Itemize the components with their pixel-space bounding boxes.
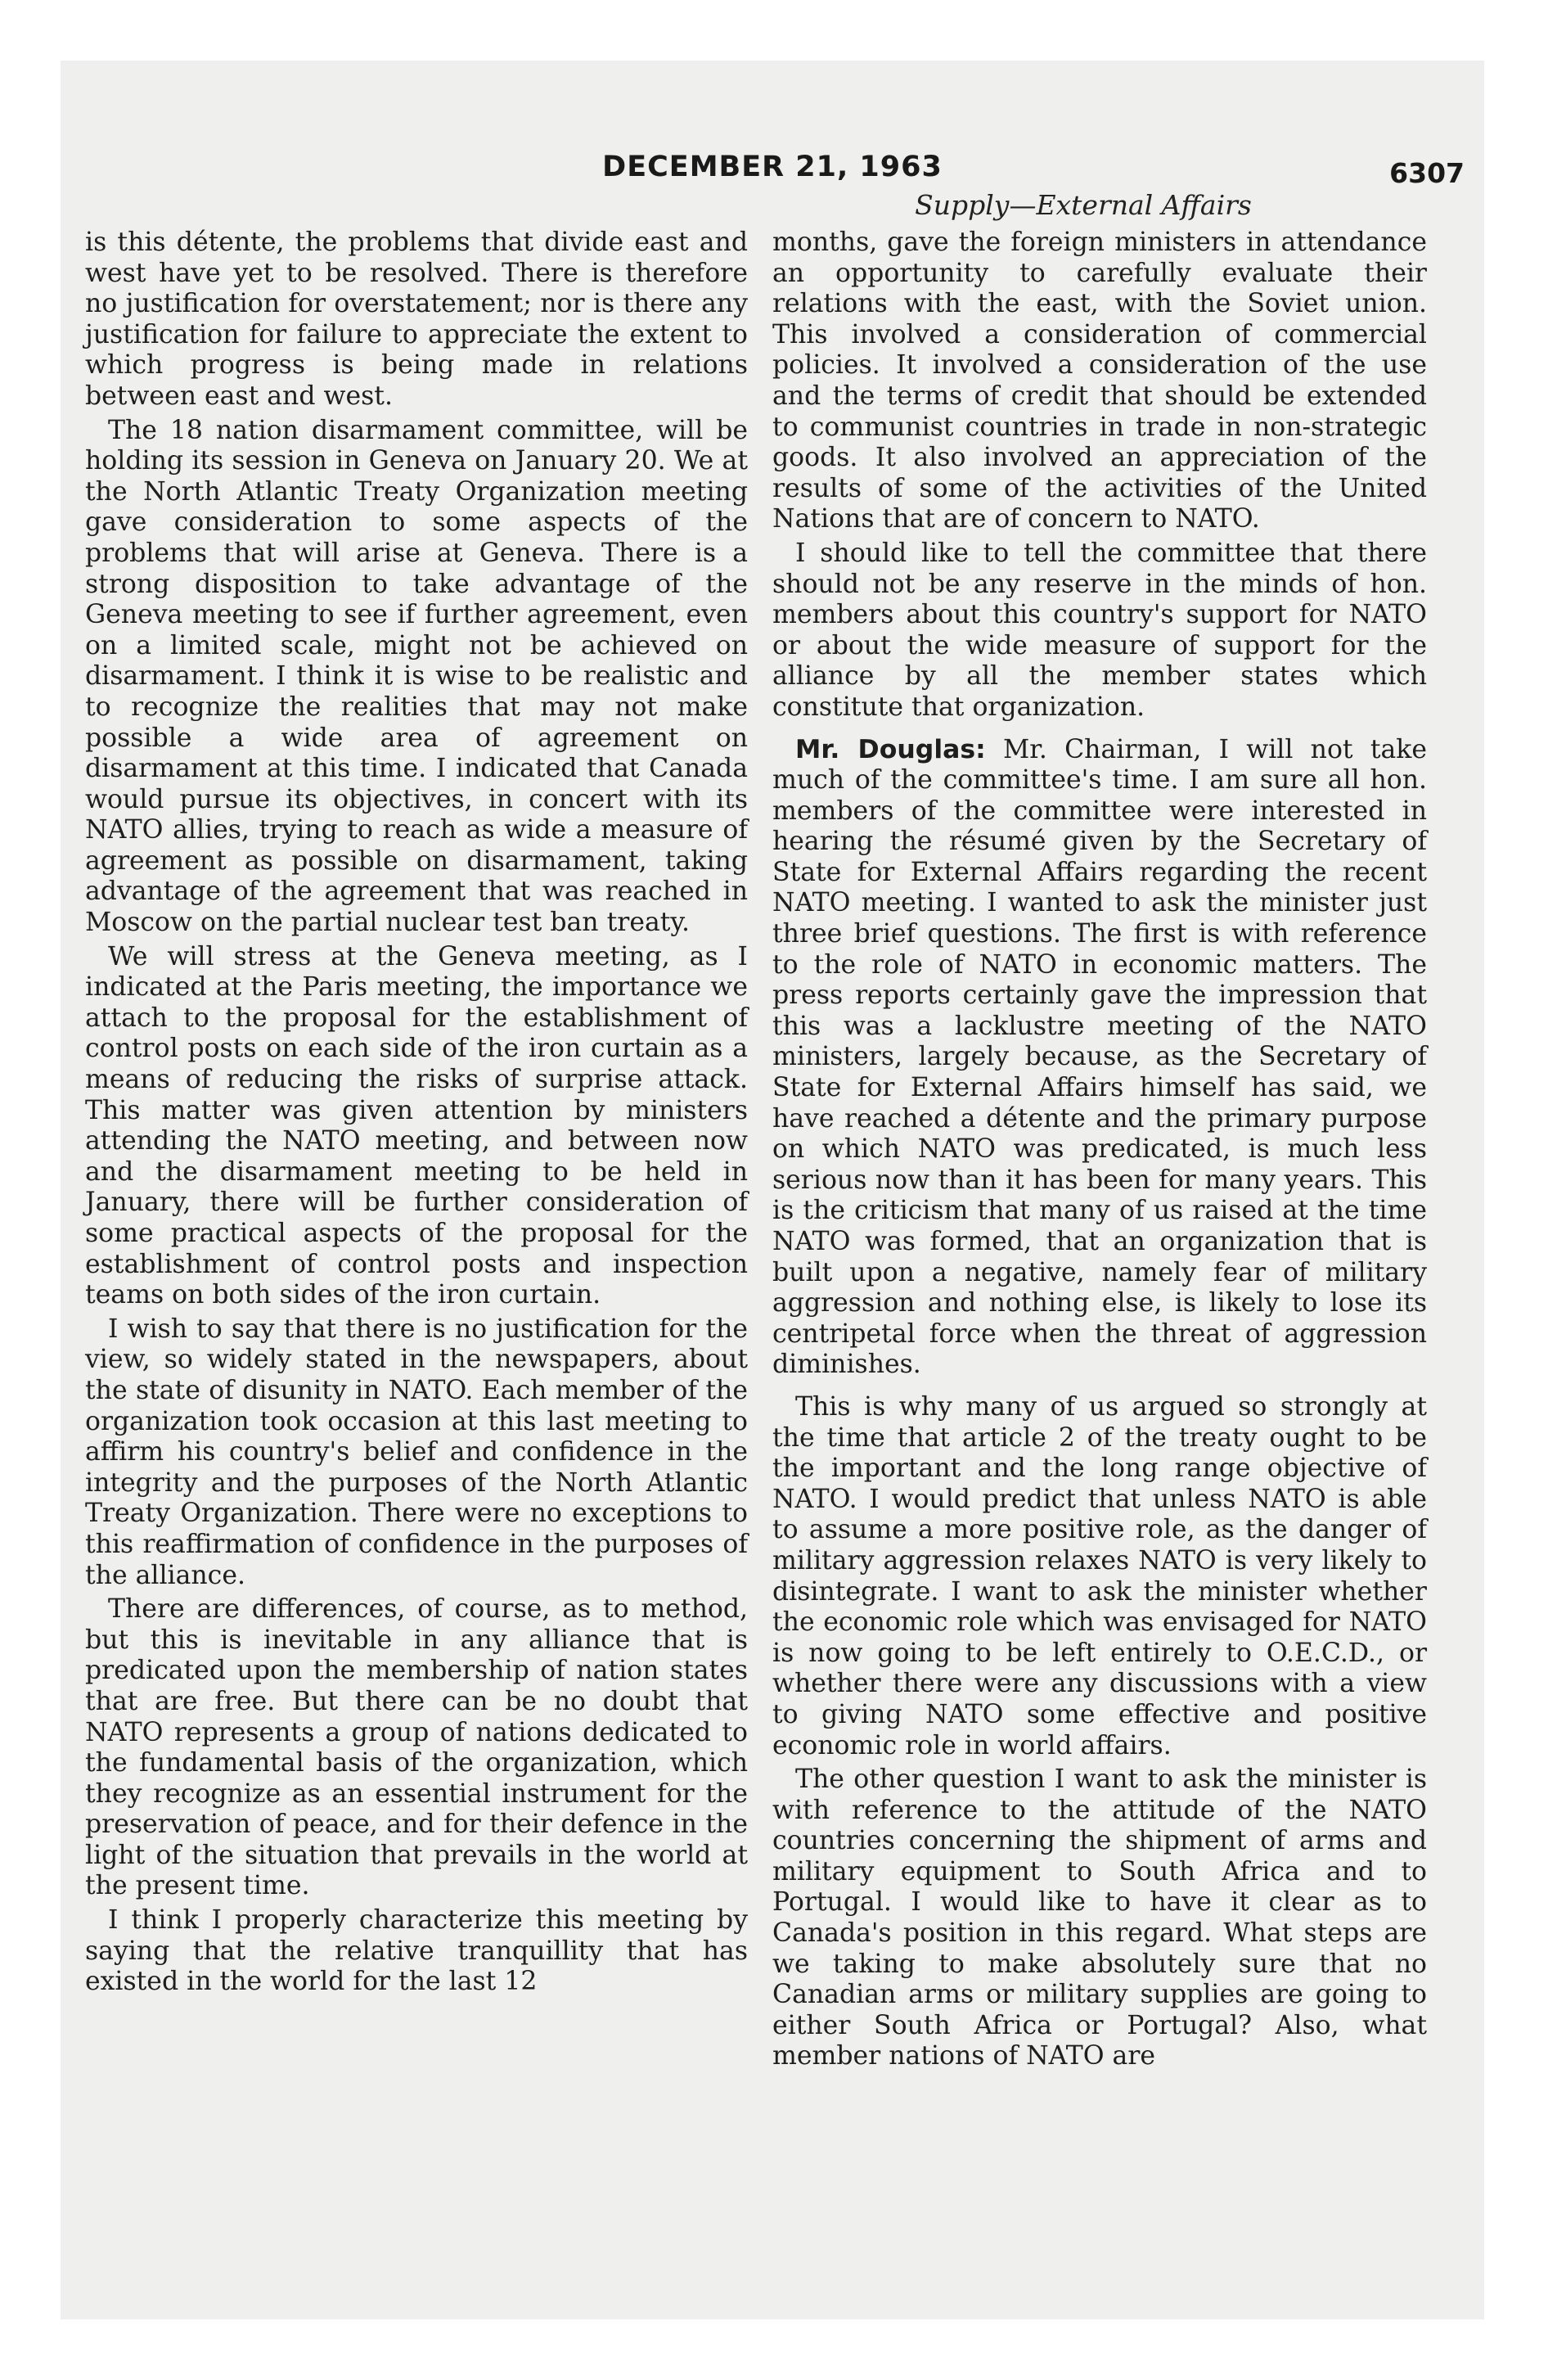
right-column bbox=[772, 228, 1427, 2076]
paragraph: The 18 nation disarmament committee, will be holding its session in Geneva on January 20. We at the North Atlantic Treaty Organization meeting gave consideration to some aspects of the problems that will arise at Geneva. There is a strong disposition to take advantage of the Geneva meeting to see if further agreement, even on a limited scale, might not be achieved on disarmament. I think it is wise to be realistic and to recognize the realities that may not make possible a wide area of agreement on disarmament at this time. I indicated that Canada would pursue its objectives, in concert with its NATO allies, trying to reach as wide a measure of agreement as possible on disarmament, taking advantage of the agreement that was reached in Moscow on the partial nuclear test ban treaty. bbox=[85, 415, 748, 938]
paragraph: I should like to tell the committee that there should not be any reserve in the minds of hon. members about this country's support for NATO or about the wide measure of support for the alliance by all the member states which constitute that organization. bbox=[772, 538, 1427, 722]
speech-paragraph bbox=[772, 735, 1427, 1381]
page-date: DECEMBER 21, 1963 bbox=[602, 151, 943, 183]
paragraph: The other question I want to ask the minister is with reference to the attitude of the NATO countries concerning the shipment of arms and military equipment to South Africa and to Portugal. I would like to have it clear as to Canada's position in this regard. What steps are we taking to make absolutely sure that no Canadian arms or military supplies are going to either South Africa or Portugal? Also, what member nations of NATO are bbox=[772, 1765, 1427, 2071]
paragraph: months, gave the foreign ministers in attendance an opportunity to carefully evaluate their relations with the east, with the Soviet union. This involved a consideration of commercial policies. It involved a consideration of the use and the terms of credit that should be extended to communist countries in trade in non-strategic goods. It also involved an appreciation of the results of some of the activities of the United Nations that are of concern to NATO. bbox=[772, 228, 1427, 534]
paragraph: I think I properly characterize this meeting by saying that the relative tranquillity that has existed in the world for the last 12 bbox=[85, 1905, 748, 1997]
paragraph: We will stress at the Geneva meeting, as I indicated at the Paris meeting, the importance we attach to the proposal for the establishment of control posts on each side of the iron curtain as a means of reducing the risks of surprise attack. This matter was given attention by ministers attending the NATO meeting, and between now and the disarmament meeting to be held in January, there will be further consideration of some practical aspects of the proposal for the establishment of control posts and inspection teams on both sides of the iron curtain. bbox=[85, 941, 748, 1310]
paragraph: I wish to say that there is no justification for the view, so widely stated in the newspapers, about the state of disunity in NATO. Each member of the organization took occasion at this last meeting to affirm his country's belief and confidence in the integrity and the purposes of the North Atlantic Treaty Organization. There were no exceptions to this reaffirmation of confidence in the purposes of the alliance. bbox=[85, 1314, 748, 1590]
page-number: 6307 bbox=[1389, 157, 1465, 189]
paragraph: There are differences, of course, as to method, but this is inevitable in any alliance that is predicated upon the membership of nation states that are free. But there can be no doubt that NATO represents a group of nations dedicated to the fundamental basis of the organization, which they recognize as an essential instrument for the preservation of peace, and for their defence in the light of the situation that prevails in the world at the present time. bbox=[85, 1594, 748, 1901]
paragraph: is this détente, the problems that divide east and west have yet to be resolved. There is therefore no justification for overstatement; nor is there any justification for failure to appreciate the extent to which progress is being made in relations between east and west. bbox=[85, 228, 748, 411]
paragraph: This is why many of us argued so strongly at the time that article 2 of the treaty ought to be the important and the long range objective of NATO. I would predict that unless NATO is able to assume a more positive role, as the danger of military aggression relaxes NATO is very likely to disintegrate. I want to ask the minister whether the economic role which was envisaged for NATO is now going to be left entirely to O.E.C.D., or whether there were any discussions with a view to giving NATO some effective and positive economic role in world affairs. bbox=[772, 1391, 1427, 1760]
speaker-name: Mr. Douglas: bbox=[795, 734, 986, 764]
speech-text: Mr. Chairman, I will not take much of the committee's time. I am sure all hon. members of the committee were interested in hearing the résumé given by the Secretary of State for External Affairs regarding the recent NATO meeting. I wanted to ask the minister just three brief questions. The first is with reference to the role of NATO in economic matters. The press reports certainly gave the impression that this was a lacklustre meeting of the NATO ministers, largely because, as the Secretary of State for External Affairs himself has said, we have reached a détente and the primary purpose on which NATO was predicated, is much less serious now than it has been for many years. This is the criticism that many of us raised at the time NATO was formed, that an organization that is built upon a negative, namely fear of military aggression and nothing else, is likely to lose its centripetal force when the threat of aggression diminishes. bbox=[772, 734, 1428, 1380]
section-title: Supply—External Affairs bbox=[915, 189, 1252, 221]
left-column bbox=[85, 228, 748, 2001]
page bbox=[61, 61, 1484, 2319]
